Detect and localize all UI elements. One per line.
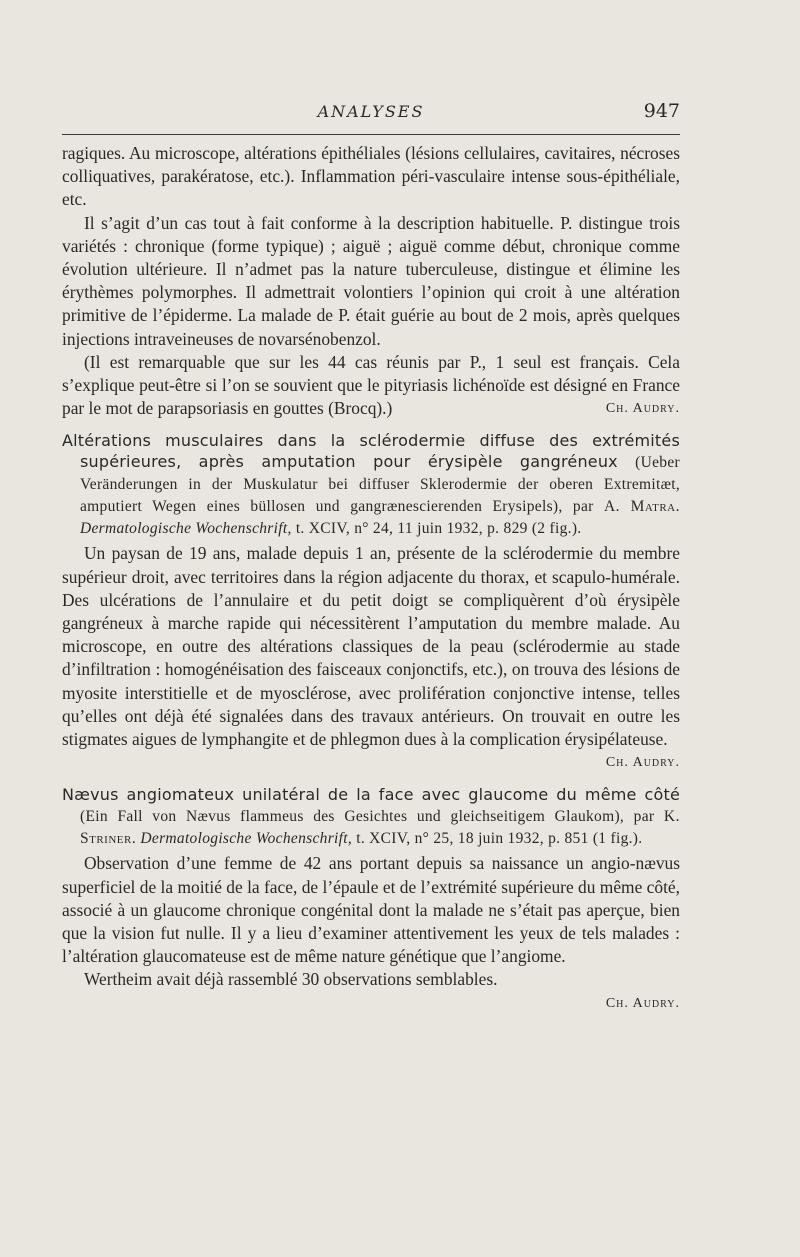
body-text [62,142,680,1015]
article-1-author: A. Matra. [603,498,680,516]
article-1-body: Un paysan de 19 ans, malade depuis 1 an, présente de la sclérodermie du membre supérieur droit, avec territoires dans la région adjacente du thorax, et scapulo-humérale. Des ulcérations de l’annulaire et du petit doigt se compliquèrent d’où érysipèle gangréneux à marche rapide qui nécessitèrent l’amputation du membre malade. Au microscope, en outre des altérations classiques de la peau (sclérodermie au stade d’infiltration : homogénéisation des faisceaux conjonctifs, etc.), on trouva des lésions de myosite interstitielle et de myosclérose, avec prolifération conjonctive intense, telles qu’elles ont déjà été signalées dans des travaux antérieurs. On trouvait en outre les stigmates aigues de lymphangite et de phlegmon dues à la complication érysipélateuse. [62,543,680,750]
header-rule [62,134,680,135]
continuation-paragraph-3-text: (Il est remarquable que sur les 44 cas réunis par P., 1 seul est français. Cela s’explique peut-être si l’on se souvient que le pityriasis lichénoïde est désigné en France par le mot de parapsoriasis en gouttes (Brocq).) [62,351,680,419]
article-2-journal: Dermatologische Wochenschrift, [140,830,353,848]
section-title: ANALYSES [317,102,425,121]
signature-3: Ch. Audry. [605,995,680,1011]
article-1-reference: (Ueber Veränderungen in der Muskulatur bei diffuser Sklerodermie der oberen Extremitæt, amputiert Wegen eines büllosen und gangrænescierenden Erysipels), par A. Matra. Dermatologische Wochenschrift, t. XCIV, n° 24, 11 juin 1932, p. 829 (2 fig.). [80,454,680,538]
signature-2: Ch. Audry. [605,755,680,771]
article-1-heading [62,430,680,539]
article-1-title: Altérations musculaires dans la sclérodermie diffuse des extrémités supérieures, après amputation pour érysipèle gangréneux (Ueber Veränderungen in der Muskulatur bei diffuser Sklerodermie der oberen Extremitæt, amputiert Wegen eines büllosen und gangrænescierenden Erysipels), par A. Matra. Dermatologische Wochenschrift, t. XCIV, n° 24, 11 juin 1932, p. 829 (2 fig.). [62,431,680,538]
article-2-author: K. Striner. [80,808,680,848]
page-number: 947 [643,100,680,122]
continuation-paragraph-3 [62,351,680,421]
article-2-title: Nævus angiomateux unilatéral de la face avec glaucome du même côté (Ein Fall von Nævus flammeus des Gesichtes und gleichseitigem Glaukom), par K. Striner. Dermatologische Wochenschrift, t. XCIV, n° 25, 18 juin 1932, p. 851 (1 fig.). [62,785,680,848]
article-2-body-1: Observation d’une femme de 42 ans portant depuis sa naissance un angio-nævus superficiel de la moitié de la face, de l’épaule et de l’extrémité supérieure du même côté, associé à un glaucome chronique congénital dont la malade ne s’était pas aperçue, bien que la vision fut nulle. Il y a lieu d’examiner attentivement les yeux de tels malades : l’altération glaucomateuse est de même nature génétique que l’angiome. [62,853,680,967]
article-1-journal: Dermatologische Wochenschrift, [80,520,292,538]
continuation-paragraph-2: Il s’agit d’un cas tout à fait conforme à la description habituelle. P. distingue trois variétés : chronique (forme typique) ; aiguë ; aiguë comme début, chronique comme évolution ultérieure. Il n’admet pas la nature tuberculeuse, distingue et élimine les érythèmes polymorphes. Il admettrait volontiers l’opinion qui croit à une altération primitive de l’épiderme. La malade de P. était guérie au bout de 2 mois, après quelques injections intraveineuses de novarsénobenzol. [62,212,680,349]
article-2-heading [62,784,680,849]
signature-1: Ch. Audry. [605,401,680,417]
article-2-body-2: Wertheim avait déjà rassemblé 30 observations semblables. [84,969,498,990]
continuation-paragraph-1: ragiques. Au microscope, altérations épithéliales (lésions cellulaires, cavitaires, nécroses colliquatives, parakératose, etc.). Inflammation péri-vasculaire intense sous-épithéliale, etc. [62,143,680,210]
article-2-reference: (Ein Fall von Nævus flammeus des Gesichtes und gleichseitigem Glaukom), par K. Striner. Dermatologische Wochenschrift, t. XCIV, n° 25, 18 juin 1932, p. 851 (1 fig.). [80,808,680,848]
running-head [62,100,680,130]
